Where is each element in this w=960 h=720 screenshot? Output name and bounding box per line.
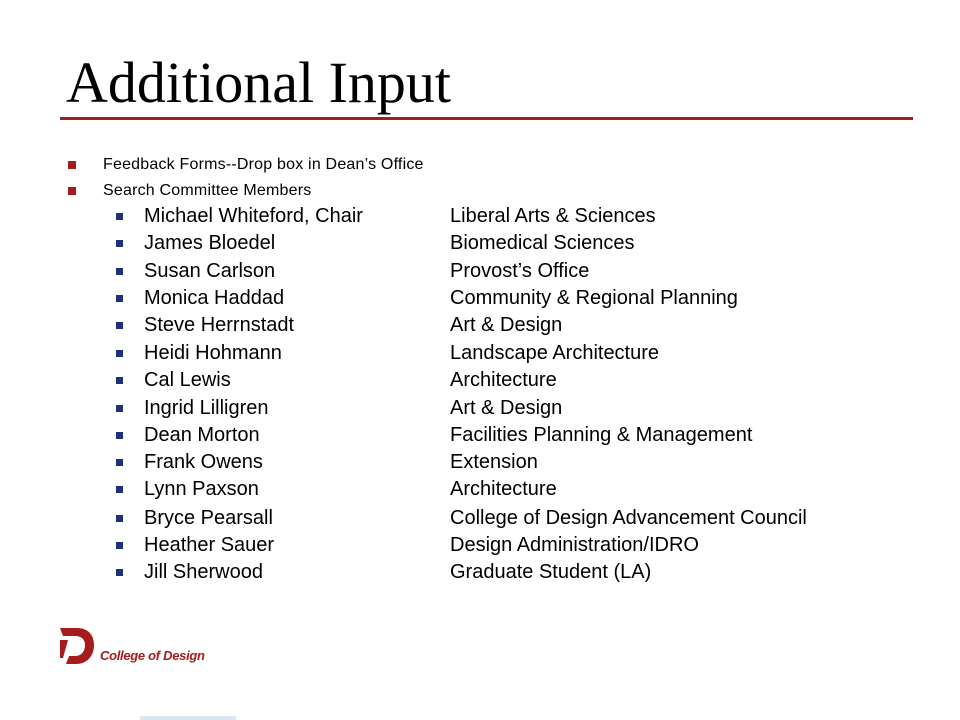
- member-name: Heidi Hohmann: [144, 342, 282, 364]
- logo-text: College of Design: [100, 648, 205, 663]
- member-department: Art & Design: [450, 397, 563, 419]
- member-name: James Bloedel: [144, 232, 276, 254]
- bottom-decoration: [140, 716, 236, 720]
- member-department: Community & Regional Planning: [450, 287, 738, 309]
- member-name: Frank Owens: [144, 451, 263, 473]
- list-item: [116, 559, 916, 586]
- member-name: Bryce Pearsall: [144, 507, 273, 529]
- member-name: Heather Sauer: [144, 534, 275, 556]
- bullet-text: Search Committee Members: [103, 182, 312, 199]
- list-item: [116, 476, 916, 503]
- square-bullet-icon: [116, 213, 123, 220]
- member-department: Architecture: [450, 478, 557, 500]
- member-department: Liberal Arts & Sciences: [450, 205, 656, 227]
- member-department: College of Design Advancement Council: [450, 507, 807, 529]
- list-item: [116, 422, 916, 449]
- square-bullet-icon: [68, 161, 76, 169]
- list-item: [116, 285, 916, 312]
- member-name: Michael Whiteford, Chair: [144, 205, 363, 227]
- list-item: [116, 258, 916, 285]
- square-bullet-icon: [116, 268, 123, 275]
- square-bullet-icon: [116, 486, 123, 493]
- member-name: Susan Carlson: [144, 260, 276, 282]
- square-bullet-icon: [68, 187, 76, 195]
- college-of-design-logo: [60, 628, 220, 668]
- member-name: Lynn Paxson: [144, 478, 259, 500]
- member-department: Architecture: [450, 369, 557, 391]
- square-bullet-icon: [116, 240, 123, 247]
- square-bullet-icon: [116, 542, 123, 549]
- member-name: Jill Sherwood: [144, 561, 263, 583]
- list-item: [116, 449, 916, 476]
- member-name: Monica Haddad: [144, 287, 285, 309]
- list-item: [116, 203, 916, 230]
- member-department: Design Administration/IDRO: [450, 534, 699, 556]
- square-bullet-icon: [116, 569, 123, 576]
- square-bullet-icon: [116, 295, 123, 302]
- list-item: [116, 505, 916, 532]
- list-item: [116, 532, 916, 559]
- bullet-text: Feedback Forms--Drop box in Dean’s Office: [103, 156, 424, 173]
- list-item: [116, 340, 916, 367]
- square-bullet-icon: [116, 405, 123, 412]
- member-name: Cal Lewis: [144, 369, 231, 391]
- list-item: [116, 230, 916, 257]
- member-department: Art & Design: [450, 314, 563, 336]
- square-bullet-icon: [116, 322, 123, 329]
- college-of-design-d-logo-icon: [60, 628, 94, 664]
- square-bullet-icon: [116, 459, 123, 466]
- member-department: Biomedical Sciences: [450, 232, 635, 254]
- list-item: [116, 367, 916, 394]
- member-name: Dean Morton: [144, 424, 260, 446]
- square-bullet-icon: [116, 350, 123, 357]
- member-department: Landscape Architecture: [450, 342, 660, 364]
- member-department: Extension: [450, 451, 538, 473]
- square-bullet-icon: [116, 515, 123, 522]
- member-department: Graduate Student (LA): [450, 561, 652, 583]
- slide-title: Additional Input: [66, 50, 452, 115]
- member-department: Facilities Planning & Management: [450, 424, 753, 446]
- square-bullet-icon: [116, 377, 123, 384]
- title-underline: [60, 117, 913, 120]
- member-department: Provost’s Office: [450, 260, 590, 282]
- member-name: Ingrid Lilligren: [144, 397, 269, 419]
- list-item: [116, 395, 916, 422]
- square-bullet-icon: [116, 432, 123, 439]
- list-item: [116, 312, 916, 339]
- member-name: Steve Herrnstadt: [144, 314, 295, 336]
